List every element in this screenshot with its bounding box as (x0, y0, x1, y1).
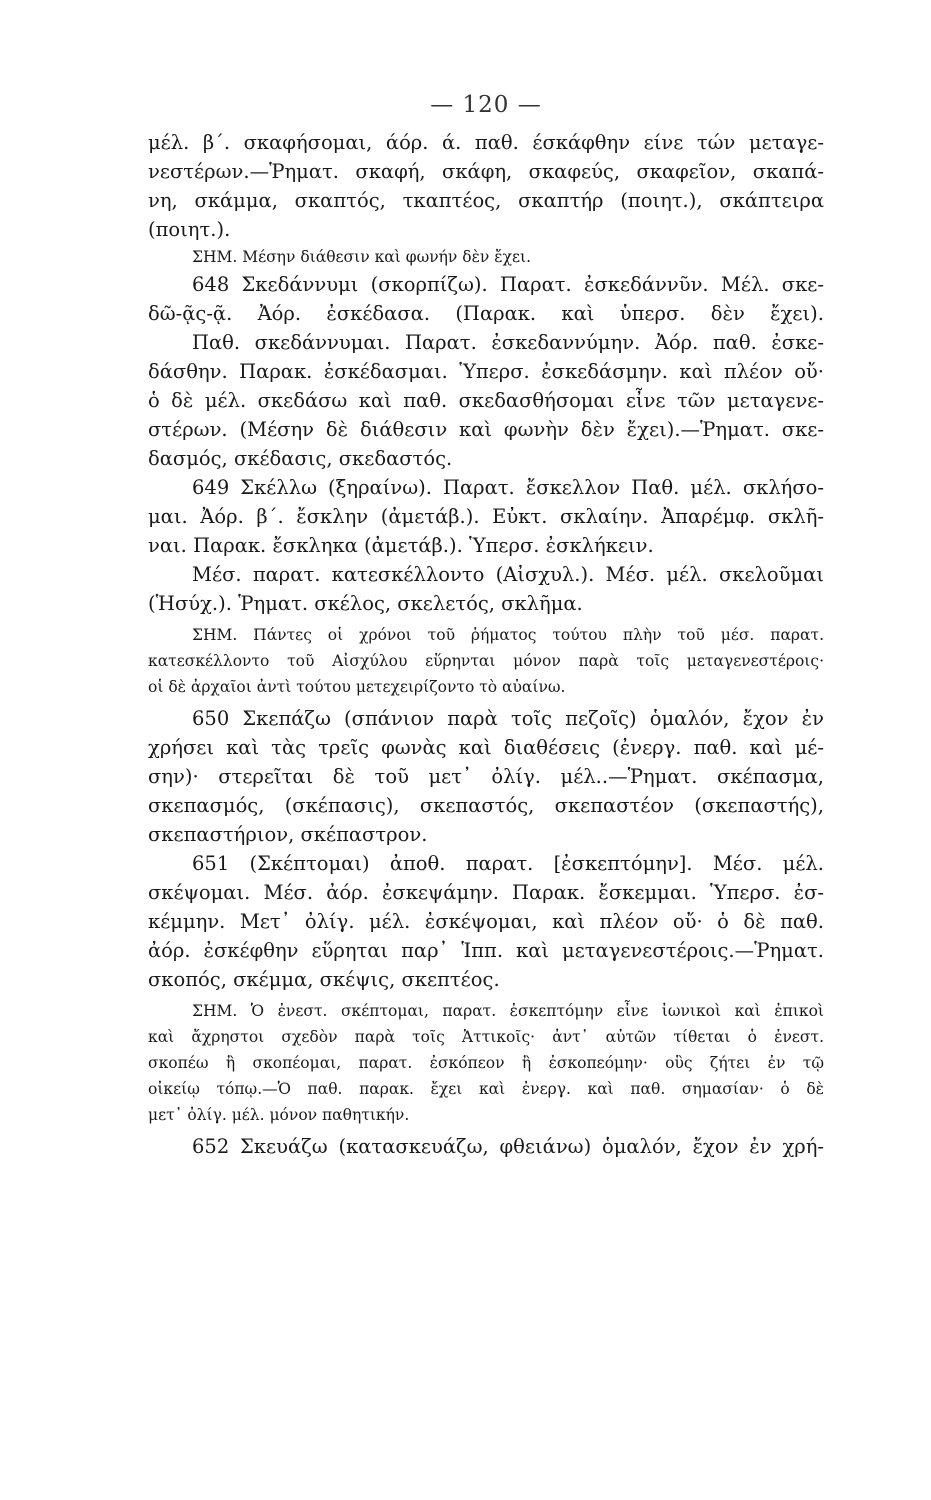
note-line: οἰκείῳ τόπῳ.—Ὁ παθ. παρακ. ἔχει καὶ ἐνεργ. καὶ παθ. σημασίαν· ὁ δὲ (148, 1080, 824, 1098)
text-line: Μέσ. παρατ. κατεσκέλλοντο (Αἰσχυλ.). Μέσ. μέλ. σκελοῦμαι (192, 563, 824, 586)
entry-heading-line: 649 Σκέλλω (ξηραίνω). Παρατ. ἔσκελλον Παθ. μέλ. σκλήσο- (192, 476, 824, 499)
text-line: κέμμην. Μετ᾽ ὀλίγ. μέλ. ἐσκέψομαι, καὶ πλέον οὔ· ὁ δὲ παθ. (148, 910, 824, 933)
text-line: χρήσει καὶ τὰς τρεῖς φωνὰς καὶ διαθέσεις (ἐνεργ. παθ. καὶ μέ- (148, 736, 824, 759)
text-line: στέρων. (Μέσην δὲ διάθεσιν καὶ φωνὴν δὲν ἔχει).—Ῥηματ. σκε- (148, 418, 824, 441)
note-line: οἱ δὲ ἀρχαῖοι ἀντὶ τούτου μετεχειρίζοντο τὸ αὐαίνω. (148, 678, 566, 696)
note-line: ΣΗΜ. Πάντες οἱ χρόνοι τοῦ ῥήματος τούτου πλὴν τοῦ μέσ. παρατ. (192, 626, 824, 644)
note-block (148, 622, 824, 700)
entry-649 (148, 473, 824, 618)
text-line: σκοπός, σκέμμα, σκέψις, σκεπτέος. (148, 968, 500, 991)
entry-heading-line: 650 Σκεπάζω (σπάνιον παρὰ τοῖς πεζοῖς) ὁμαλόν, ἔχον ἐν (192, 707, 824, 730)
note-line: κατεσκέλλοντο τοῦ Αἰσχύλου εὕρηνται μόνον παρὰ τοῖς μεταγενεστέροις· (148, 652, 824, 670)
text-line: ὁ δὲ μέλ. σκεδάσω καὶ παθ. σκεδασθήσομαι εἶνε τῶν μεταγενε- (148, 389, 824, 412)
entry-heading-line: 652 Σκευάζω (κατασκευάζω, φθειάνω) ὁμαλόν, ἔχον ἐν χρή- (192, 1135, 824, 1158)
entry-652 (148, 1132, 824, 1161)
text-line: (ποιητ.). (148, 218, 231, 241)
text-line: Παθ. σκεδάννυμαι. Παρατ. ἐσκεδαννύμην. Ἀόρ. παθ. ἐσκε- (192, 331, 824, 354)
entry-continuation (148, 128, 824, 244)
text-line: νεστέρων.—Ῥηματ. σκαφή, σκάφη, σκαφεύς, σκαφεῖον, σκαπά- (148, 160, 824, 183)
note-line: σκοπέω ἢ σκοπέομαι, παρατ. ἐσκόπεον ἢ ἐσκοπεόμην· οὓς ζήτει ἐν τῷ (148, 1054, 824, 1072)
text-line: ἀόρ. ἐσκέφθην εὕρηται παρ᾽ Ἱππ. καὶ μεταγενεστέροις.—Ῥηματ. (148, 939, 824, 962)
text-line: ναι. Παρακ. ἔσκληκα (ἀμετάβ.). Ὑπερσ. ἐσκλήκειν. (148, 534, 654, 557)
text-line: σκεπασμός, (σκέπασις), σκεπαστός, σκεπαστέον (σκεπαστής), (148, 794, 824, 817)
note-line: ΣΗΜ. Ὁ ἐνεστ. σκέπτομαι, παρατ. ἐσκεπτόμην εἶνε ἰωνικοὶ καὶ ἐπικοὶ (192, 1002, 824, 1020)
entry-648 (148, 270, 824, 473)
text-line: δάσθην. Παρακ. ἐσκέδασμαι. Ὑπερσ. ἐσκεδάσμην. καὶ πλέον οὔ· (148, 360, 824, 383)
text-line: σκέψομαι. Μέσ. ἀόρ. ἐσκεψάμην. Παρακ. ἔσκεμμαι. Ὑπερσ. ἐσ- (148, 881, 824, 904)
note-line: ΣΗΜ. Μέσην διάθεσιν καὶ φωνήν δὲν ἔχει. (192, 248, 532, 266)
text-line: μαι. Ἀόρ. β΄. ἔσκλην (ἀμετάβ.). Εὐκτ. σκλαίην. Ἀπαρέμφ. σκλῆ- (148, 505, 824, 528)
text-line: (Ἡσύχ.). Ῥηματ. σκέλος, σκελετός, σκλῆμα. (148, 592, 583, 615)
page-number: — 120 — (430, 92, 542, 118)
text-line: νη, σκάμμα, σκαπτός, τκαπτέος, σκαπτήρ (ποιητ.), σκάπτειρα (148, 189, 824, 212)
entry-650 (148, 704, 824, 849)
text-line: σην)· στερεῖται δὲ τοῦ μετ᾽ ὀλίγ. μέλ..—Ῥηματ. σκέπασμα, (148, 765, 824, 788)
entry-heading-line: 648 Σκεδάννυμι (σκορπίζω). Παρατ. ἐσκεδάννῦν. Μέλ. σκε- (192, 273, 824, 296)
note-block (148, 244, 824, 270)
note-block (148, 998, 824, 1128)
note-line: καὶ ἄχρηστοι σχεδὸν παρὰ τοῖς Ἀττικοῖς· ἀντ᾽ αὐτῶν τίθεται ὁ ἐνεστ. (148, 1028, 824, 1046)
text-line: δασμός, σκέδασις, σκεδαστός. (148, 447, 453, 470)
text-line: σκεπαστήριον, σκέπαστρον. (148, 823, 428, 846)
text-line: δῶ-ᾷς-ᾷ. Ἀόρ. ἐσκέδασα. (Παρακ. καὶ ὑπερσ. δὲν ἔχει). (148, 302, 824, 325)
entry-heading-line: 651 (Σκέπτομαι) ἀποθ. παρατ. [ἐσκεπτόμην]. Μέσ. μέλ. (192, 852, 824, 875)
text-line: μέλ. β΄. σκαφήσομαι, άόρ. ά. παθ. έσκάφθην είνε τών μεταγε- (148, 131, 824, 154)
entry-651 (148, 849, 824, 994)
note-line: μετ᾽ ὀλίγ. μέλ. μόνον παθητικήν. (148, 1106, 410, 1124)
book-page (148, 92, 824, 1161)
